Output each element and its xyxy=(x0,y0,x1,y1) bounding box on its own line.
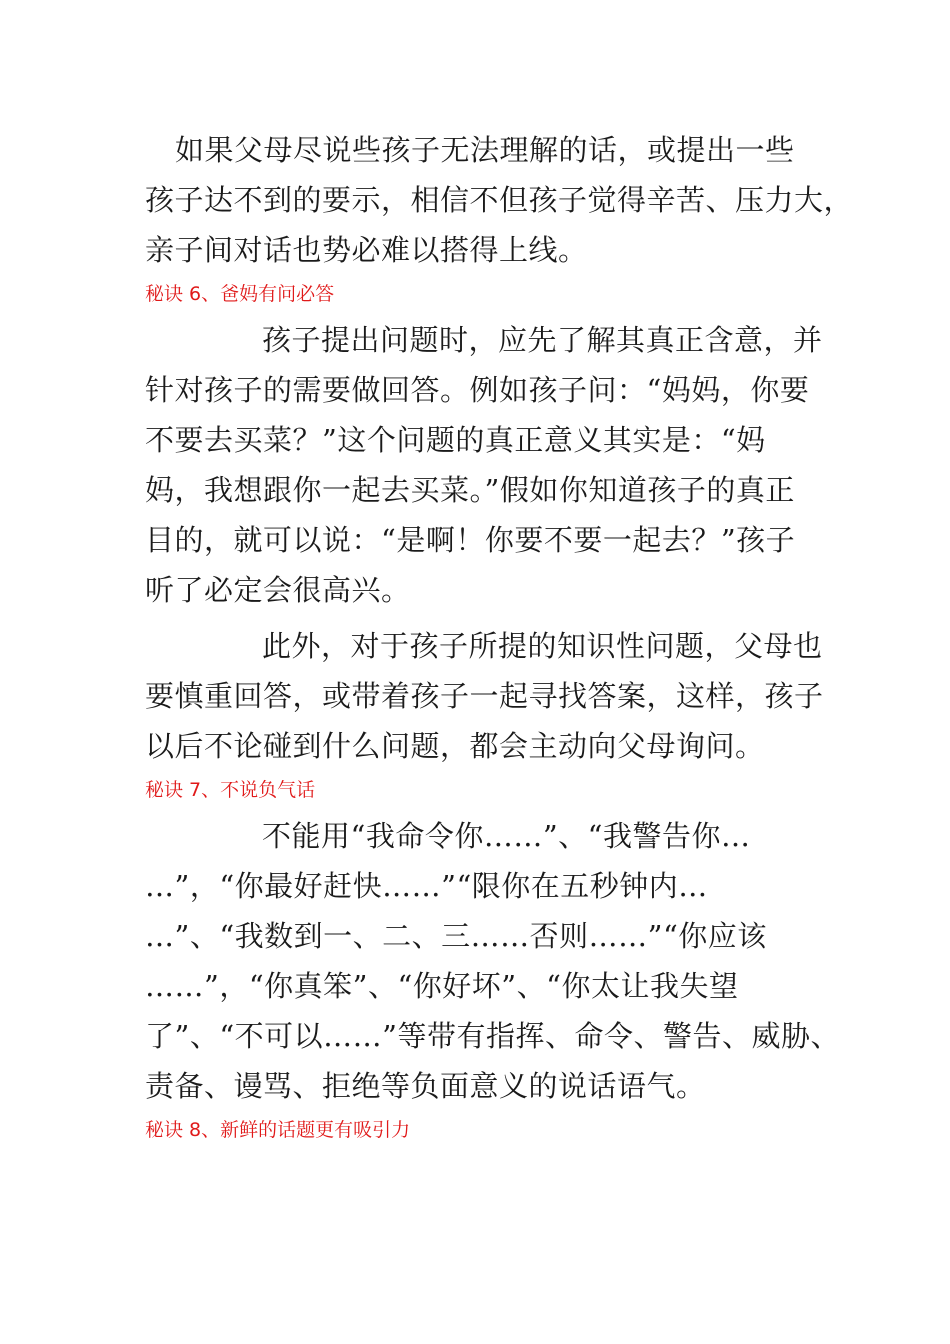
paragraph-line: 孩子达不到的要示，相信不但孩子觉得辛苦、压力大， xyxy=(145,183,854,217)
paragraph-line: 针对孩子的需要做回答。例如孩子问：“妈妈，你要 xyxy=(145,373,810,407)
paragraph-line: 不要去买菜？”这个问题的真正意义其实是：“妈 xyxy=(145,423,766,457)
paragraph-line: …”，“你最好赶快……”“限你在五秒钟内… xyxy=(145,869,708,903)
paragraph-line: 责备、谩骂、拒绝等负面意义的说话语气。 xyxy=(145,1069,706,1103)
paragraph-line: ……”，“你真笨”、“你好坏”、“你太让我失望 xyxy=(145,969,739,1003)
paragraph-line: 妈，我想跟你一起去买菜。”假如你知道孩子的真正 xyxy=(145,473,795,507)
paragraph-line: 不能用“我命令你……”、“我警告你… xyxy=(262,819,751,853)
paragraph-line: 了”、“不可以……”等带有指挥、命令、警告、威胁、 xyxy=(145,1019,840,1053)
paragraph-line: 要慎重回答，或带着孩子一起寻找答案，这样，孩子 xyxy=(145,679,824,713)
paragraph-line: …”、“我数到一、二、三……否则……”“你应该 xyxy=(145,919,767,953)
section-heading-tip6: 秘诀 6、爸妈有问必答 xyxy=(145,283,335,305)
section-heading-tip8: 秘诀 8、新鲜的话题更有吸引力 xyxy=(145,1119,411,1141)
paragraph-line: 亲子间对话也势必难以搭得上线。 xyxy=(145,233,588,267)
paragraph-line: 此外，对于孩子所提的知识性问题，父母也 xyxy=(262,629,823,663)
paragraph-line: 听了必定会很高兴。 xyxy=(145,573,411,607)
paragraph-line: 目的，就可以说：“是啊！你要不要一起去？”孩子 xyxy=(145,523,796,557)
paragraph-line: 如果父母尽说些孩子无法理解的话，或提出一些 xyxy=(175,133,795,167)
section-heading-tip7: 秘诀 7、不说负气话 xyxy=(145,779,316,801)
paragraph-line: 以后不论碰到什么问题，都会主动向父母询问。 xyxy=(145,729,765,763)
paragraph-line: 孩子提出问题时，应先了解其真正含意，并 xyxy=(262,323,823,357)
